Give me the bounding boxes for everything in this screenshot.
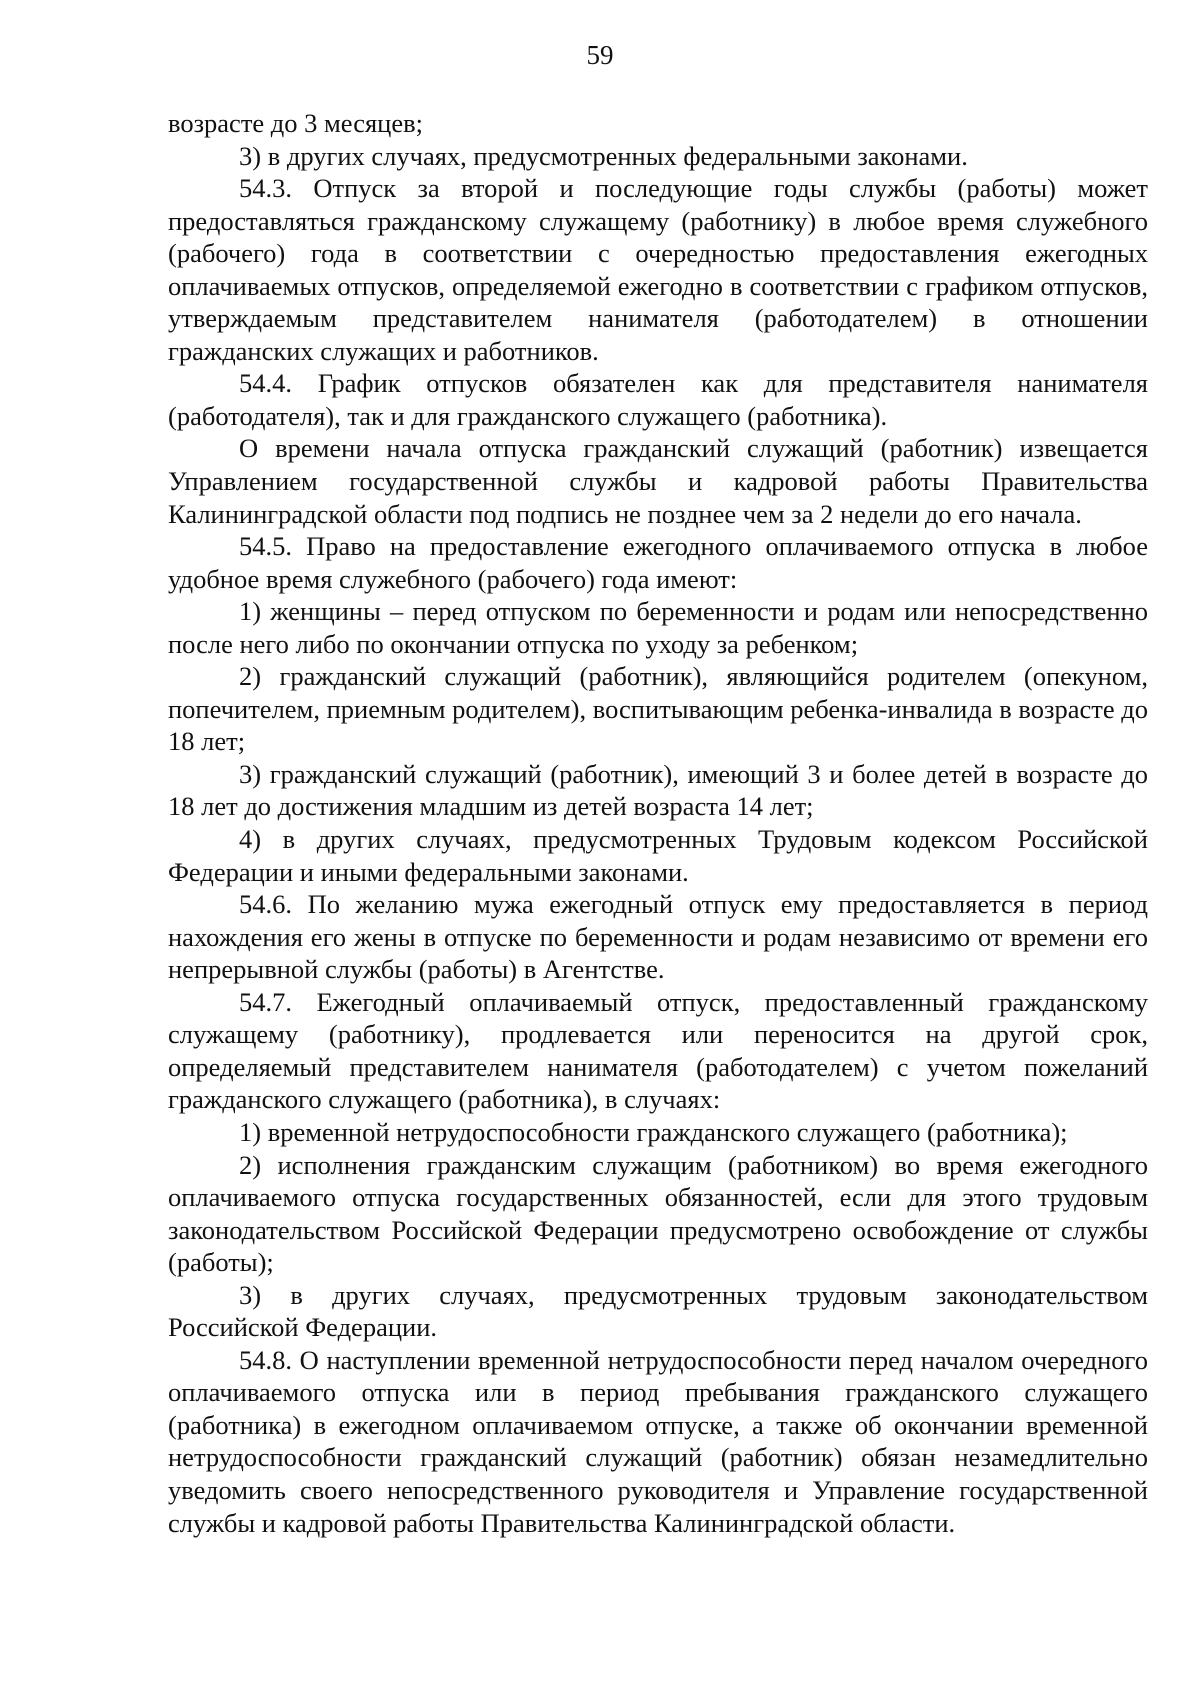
paragraph: 54.4. График отпусков обязателен как для представителя нанимателя (работодателя), так и для гражданского служащего (работника). xyxy=(168,368,1148,431)
paragraph: возрасте до 3 месяцев; xyxy=(168,108,423,138)
paragraph: 1) временной нетрудоспособности гражданского служащего (работника); xyxy=(239,1116,1068,1147)
paragraph: 4) в других случаях, предусмотренных Трудовым кодексом Российской Федерации и иными федеральными законами. xyxy=(168,824,1148,887)
paragraph: 54.3. Отпуск за второй и последующие годы службы (работы) может предоставляться гражданскому служащему (работнику) в любое время служебного (рабочего) года в соответствии с очередностью предоставления ежегодных оплачиваемых отпусков, определяемой ежегодно в соответствии с графиком отпусков, утверждаемым представителем нанимателя (работодателем) в отношении гражданских служащих и работников. xyxy=(168,173,1148,366)
paragraph: 3) в других случаях, предусмотренных федеральными законами. xyxy=(239,140,968,171)
paragraph: 54.6. По желанию мужа ежегодный отпуск ему предоставляется в период нахождения его жены в отпуске по беременности и родам независимо от времени его непрерывной службы (работы) в Агентстве. xyxy=(168,889,1148,985)
paragraph: О времени начала отпуска гражданский служащий (работник) извещается Управлением государственной службы и кадровой работы Правительства Калининградской области под подпись не позднее чем за 2 недели до его начала. xyxy=(168,433,1148,529)
document-body xyxy=(168,107,1148,1539)
paragraph: 54.7. Ежегодный оплачиваемый отпуск, предоставленный гражданскому служащему (работнику), продлевается или переносится на другой срок, определяемый представителем нанимателя (работодателем) с учетом пожеланий гражданского служащего (работника), в случаях: xyxy=(168,986,1148,1115)
paragraph: 2) гражданский служащий (работник), являющийся родителем (опекуном, попечителем, приемным родителем), воспитывающим ребенка-инвалида в возрасте до 18 лет; xyxy=(168,661,1148,757)
paragraph: 54.5. Право на предоставление ежегодного оплачиваемого отпуска в любое удобное время служебного (рабочего) года имеют: xyxy=(168,531,1148,594)
paragraph: 3) гражданский служащий (работник), имеющий 3 и более детей в возрасте до 18 лет до достижения младшим из детей возраста 14 лет; xyxy=(168,758,1148,822)
page-number: 59 xyxy=(586,40,614,70)
paragraph: 54.8. О наступлении временной нетрудоспособности перед началом очередного оплачиваемого отпуска или в период пребывания гражданского служащего (работника) в ежегодном оплачиваемом отпуске, а также об окончании временной нетрудоспособности гражданский служащий (работник) обязан незамедлительно уведомить своего непосредственного руководителя и Управление государственной службы и кадровой работы Правительства Калининградской области. xyxy=(168,1344,1148,1538)
paragraph: 2) исполнения гражданским служащим (работником) во время ежегодного оплачиваемого отпуска государственных обязанностей, если для этого трудовым законодательством Российской Федерации предусмотрено освобождение от службы (работы); xyxy=(168,1149,1148,1278)
paragraph: 3) в других случаях, предусмотренных трудовым законодательством Российской Федерации. xyxy=(168,1279,1148,1343)
paragraph: 1) женщины – перед отпуском по беременности и родам или непосредственно после него либо по окончании отпуска по уходу за ребенком; xyxy=(168,596,1148,659)
